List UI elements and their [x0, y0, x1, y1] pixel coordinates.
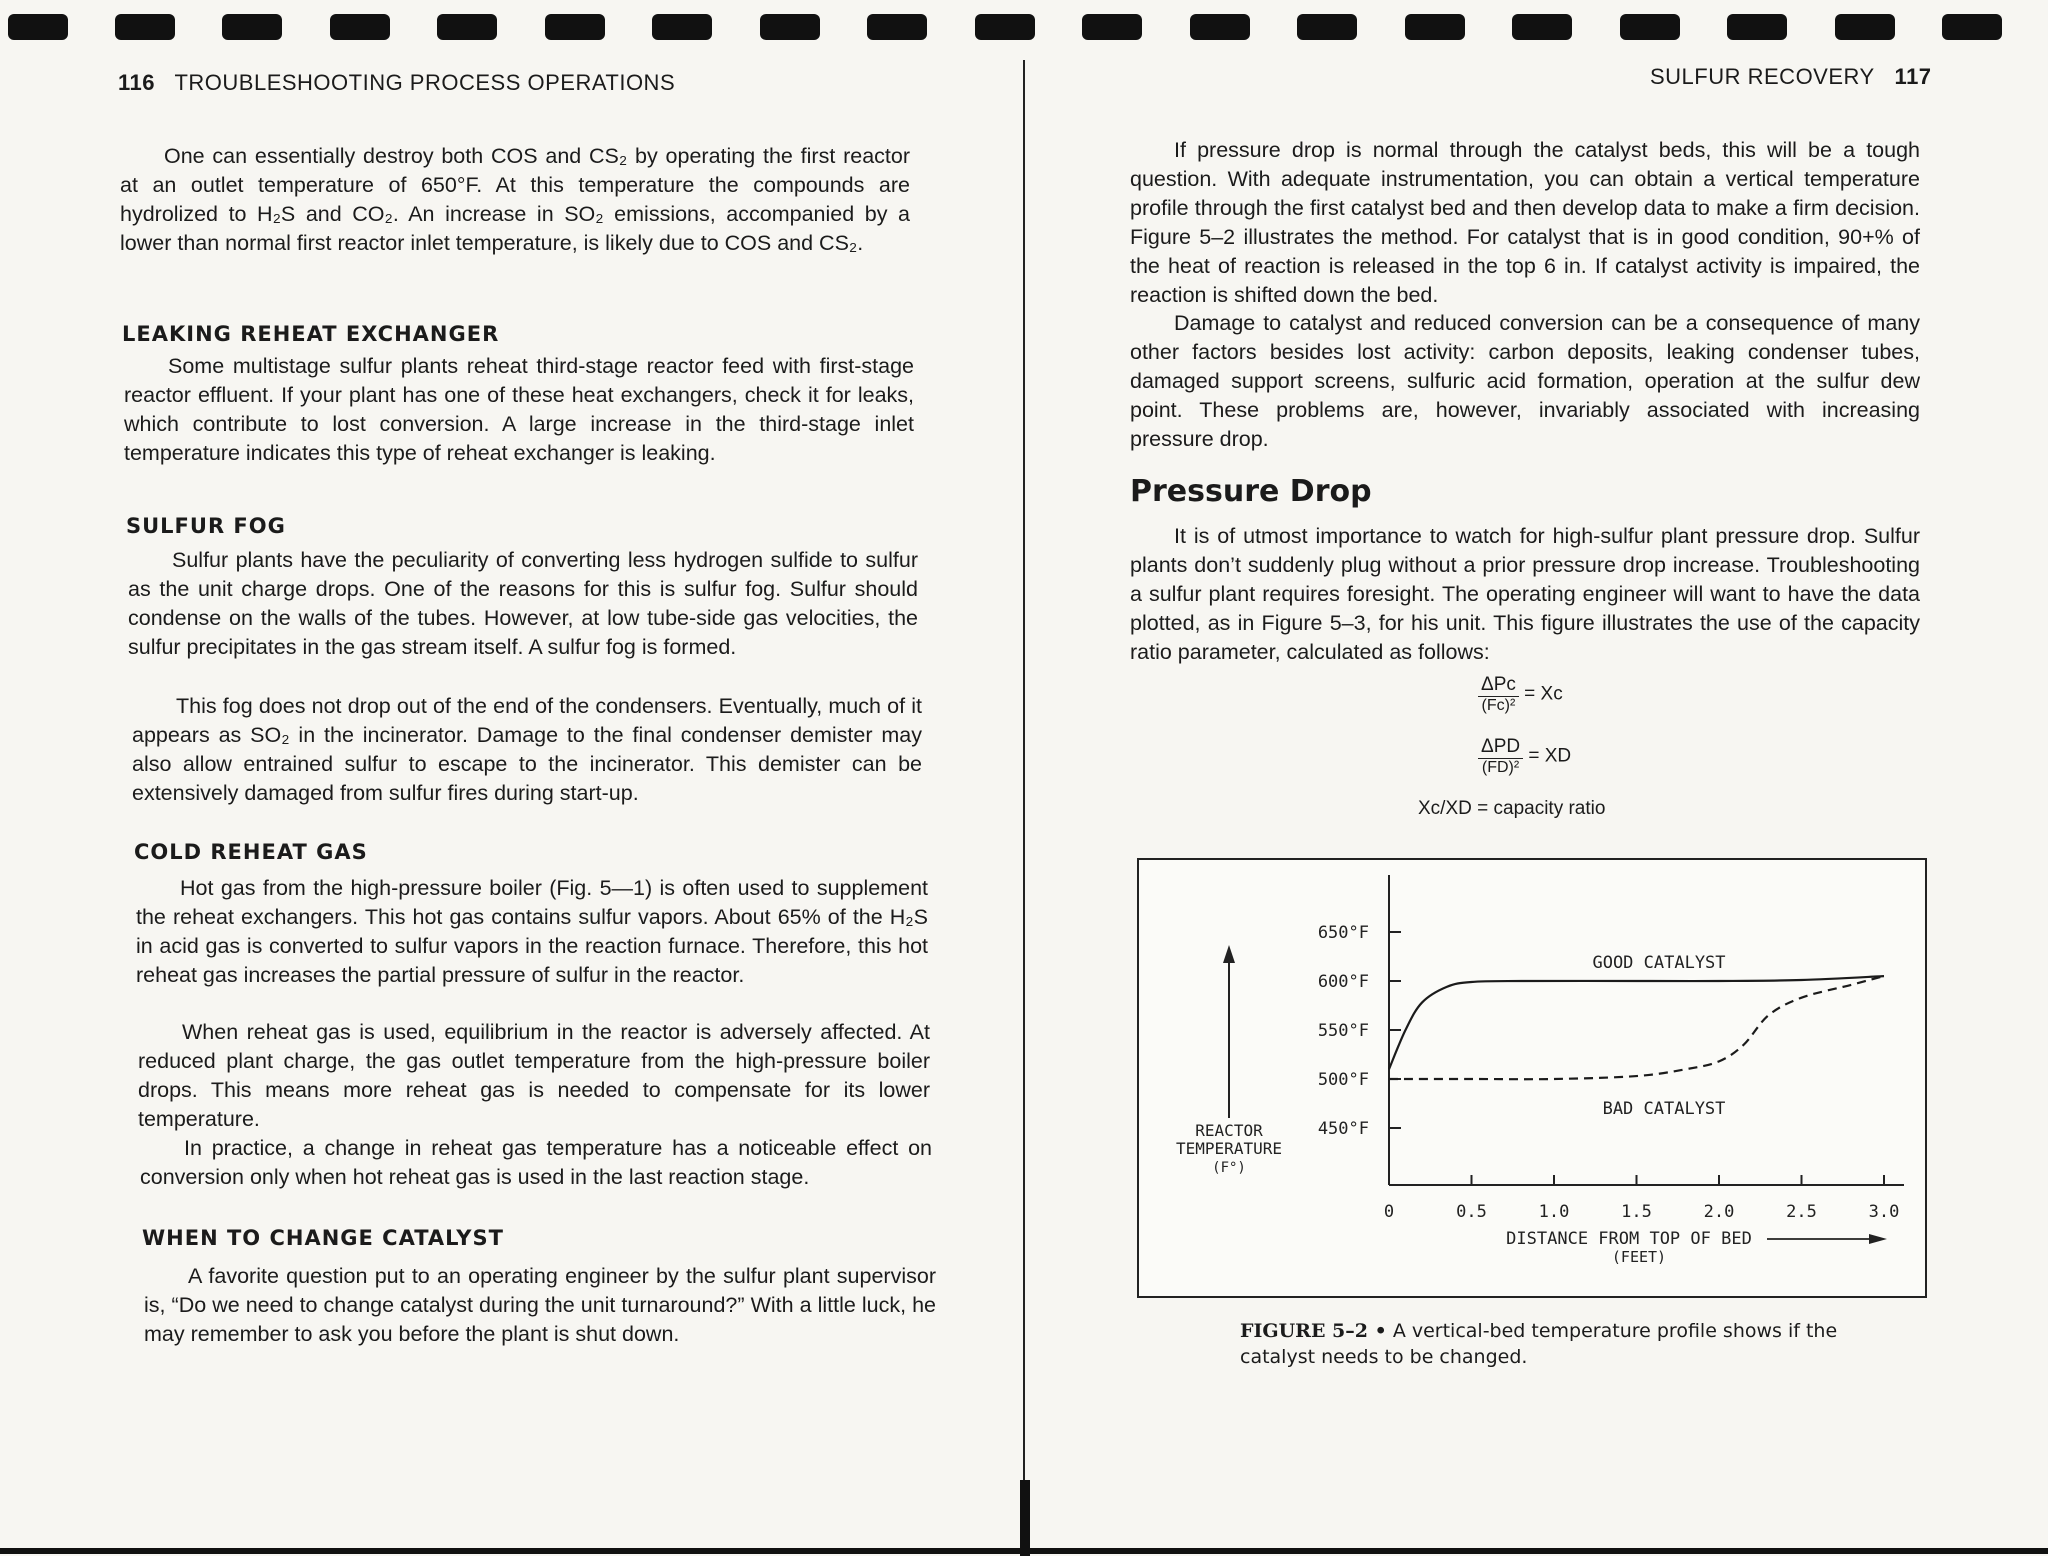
x-tick-label: 2.5 — [1786, 1202, 1817, 1222]
formula-xd — [1478, 736, 1571, 777]
right-paragraph-2: Damage to catalyst and reduced conversion can be a consequence of many other factors besides lost activity: carbon deposits, leaking condenser tubes, damaged support screens, sulfuric acid formation, operation at the sulfur dew point. These problems are, however, invariably associated with increasing pressure drop. — [1130, 311, 1920, 451]
formula-capacity-ratio: Xc/XD = capacity ratio — [1418, 798, 1606, 819]
heading-leaking-reheat-exchanger: LEAKING REHEAT EXCHANGER — [122, 322, 500, 346]
formula-xd-rhs: = XD — [1528, 745, 1572, 767]
caption-text: A vertical-bed temperature profile shows if the catalyst needs to be changed. — [1240, 1320, 1838, 1368]
right-paragraph-3: It is of utmost importance to watch for high-sulfur plant pressure drop. Sulfur plants don’t suddenly plug without a prior pressure drop increase. Troubleshooting a sulfur plant requires foresight. The operating engineer will want to have the data plotted, as in Figure 5–3, for his unit. This figure illustrates the use of the capacity ratio parameter, calculated as follows: — [1130, 524, 1920, 664]
y-tick-label: 550°F — [1317, 1021, 1369, 1041]
figure-caption — [1240, 1318, 1880, 1370]
x-tick-label: 3.0 — [1868, 1202, 1900, 1222]
heading-when-to-change-catalyst: WHEN TO CHANGE CATALYST — [142, 1226, 504, 1250]
intro-paragraph: One can essentially destroy both COS and CS₂ by operating the first reactor at an outlet temperature of 650°F. At this temperature the compounds are hydrolized to H₂S and CO₂. An increase in SO₂ emissions, accompanied by a lower than normal first reactor inlet temperature, is likely due to COS and CS₂. — [120, 144, 910, 255]
fog-paragraph-1: Sulfur plants have the peculiarity of converting less hydrogen sulfide to sulfur as the unit charge drops. One of the reasons for this is sulfur fog. Sulfur should condense on the walls of the tubes. However, at low tube-side gas velocities, the sulfur precipitates in the gas stream itself. A sulfur fog is formed. — [128, 548, 918, 659]
x-tick-label: 2.0 — [1703, 1202, 1735, 1222]
y-tick-label: 650°F — [1317, 923, 1369, 943]
x-axis-unit-label: (FEET) — [1611, 1248, 1667, 1266]
gutter-shadow — [1020, 1480, 1030, 1556]
fog-paragraph-2: This fog does not drop out of the end of the condensers. Eventually, much of it appears as SO₂ in the incinerator. Damage to the final condenser demister may also allow entrained sulfur to escape to the incinerator. This demister can be extensively damaged from sulfur fires during start-up. — [132, 694, 922, 805]
formula-xc — [1478, 674, 1563, 715]
series-label-bad-catalyst: BAD CATALYST — [1602, 1099, 1726, 1119]
formula-xd-numerator: ΔPD — [1478, 736, 1523, 759]
left-page — [0, 0, 1010, 1556]
x-axis-arrow-head — [1869, 1234, 1887, 1244]
heading-sulfur-fog: SULFUR FOG — [126, 514, 286, 538]
formula-xc-numerator: ΔPc — [1478, 674, 1519, 697]
x-axis-label: DISTANCE FROM TOP OF BED — [1506, 1229, 1752, 1249]
x-tick-label: 0.5 — [1456, 1202, 1487, 1222]
gutter-line — [1023, 60, 1025, 1556]
formula-xc-rhs: = Xc — [1524, 683, 1563, 705]
when-paragraph: A favorite question put to an operating engineer by the sulfur plant supervisor is, “Do we need to change catalyst during the unit turnaround?” With a little luck, he may remember to ask you before the plant is shut down. — [144, 1264, 936, 1346]
y-tick-label: 450°F — [1317, 1119, 1369, 1139]
y-axis-label-line-1: REACTOR — [1195, 1121, 1263, 1140]
temperature-profile-chart — [1139, 860, 1925, 1296]
y-axis-arrow-head — [1223, 945, 1235, 963]
right-running-head — [1650, 64, 1932, 90]
right-paragraph-1: If pressure drop is normal through the catalyst beds, this will be a tough question. With adequate instrumentation, you can obtain a vertical temperature profile through the first catalyst bed and then develop data to make a firm decision. Figure 5–2 illustrates the method. For catalyst that is in good condition, 90+% of the heat of reaction is released in the top 6 in. If catalyst activity is impaired, the reaction is shifted down the bed. — [1130, 138, 1920, 307]
y-axis-label-line-3: (F°) — [1212, 1160, 1246, 1176]
cold-paragraph-3: In practice, a change in reheat gas temperature has a noticeable effect on conversion only when hot reheat gas is used in the last reaction stage. — [140, 1136, 932, 1189]
page-number-116: 116 — [118, 70, 155, 95]
caption-label: FIGURE 5–2 • — [1240, 1320, 1387, 1342]
y-tick-label: 500°F — [1317, 1070, 1369, 1090]
cold-paragraph-1: Hot gas from the high-pressure boiler (Fig. 5—1) is often used to supplement the reheat exchangers. This hot gas contains sulfur vapors. About 65% of the H₂S in acid gas is converted to sulfur vapors in the reaction furnace. Therefore, this hot reheat gas increases the partial pressure of sulfur in the reactor. — [136, 876, 928, 987]
series-line-good-catalyst — [1389, 976, 1884, 1069]
left-running-head — [118, 70, 675, 96]
series-line-bad-catalyst — [1389, 976, 1884, 1079]
cold-paragraph-2: When reheat gas is used, equilibrium in the reactor is adversely affected. At reduced plant charge, the gas outlet temperature from the high-pressure boiler drops. This means more reheat gas is needed to compensate for its lower temperature. — [138, 1020, 930, 1131]
formula-xd-denominator: (FD)² — [1481, 759, 1520, 776]
heading-pressure-drop: Pressure Drop — [1130, 474, 1372, 509]
leaking-paragraph: Some multistage sulfur plants reheat third-stage reactor feed with first-stage reactor effluent. If your plant has one of these heat exchangers, check it for leaks, which contribute to lost conversion. A large increase in the third-stage inlet temperature indicates this type of reheat exchanger is leaking. — [124, 354, 914, 465]
heading-cold-reheat-gas: COLD REHEAT GAS — [134, 840, 368, 864]
page-gutter — [1020, 0, 1030, 1556]
figure-5-2 — [1137, 858, 1927, 1298]
y-tick-label: 600°F — [1317, 972, 1369, 992]
running-head-title: TROUBLESHOOTING PROCESS OPERATIONS — [174, 70, 676, 95]
page-number-117: 117 — [1894, 64, 1932, 89]
series-label-good-catalyst: GOOD CATALYST — [1592, 953, 1726, 973]
y-axis-label-line-2: TEMPERATURE — [1176, 1139, 1282, 1158]
x-tick-label: 1.0 — [1538, 1202, 1570, 1222]
x-tick-label: 0 — [1383, 1202, 1395, 1222]
running-head-title: SULFUR RECOVERY — [1650, 64, 1875, 89]
formula-xc-denominator: (Fc)² — [1481, 697, 1516, 714]
x-tick-label: 1.5 — [1621, 1202, 1652, 1222]
